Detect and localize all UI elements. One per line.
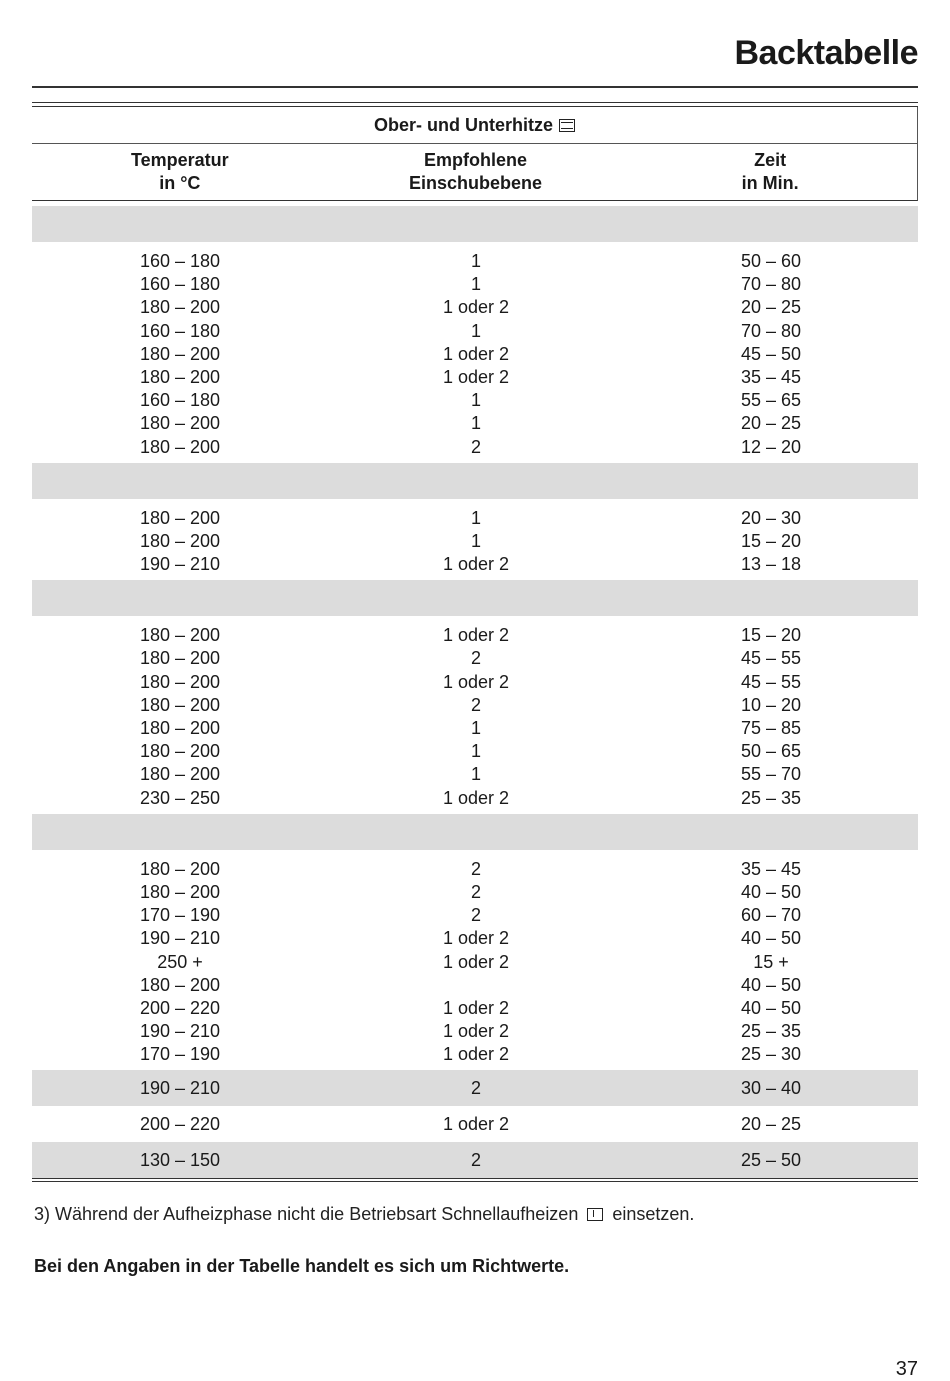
header-time-line2: in Min. xyxy=(741,173,799,193)
table-cell: 180 – 200 xyxy=(139,413,221,434)
header-shelf-line2: Einschubebene xyxy=(408,173,543,193)
table-cell: 10 – 20 xyxy=(740,694,802,715)
table-row xyxy=(32,1020,918,1043)
table-cell: 75 – 85 xyxy=(740,718,802,738)
table-cell: 180 – 200 xyxy=(139,881,221,902)
table-cell: 20 – 25 xyxy=(740,413,802,434)
table-row xyxy=(32,740,918,763)
table-row xyxy=(32,1106,918,1142)
section-rows xyxy=(32,242,918,463)
table-cell: 1 oder 2 xyxy=(442,997,510,1018)
table-cell: 180 – 200 xyxy=(139,507,221,528)
table-cell: 200 – 220 xyxy=(139,1113,221,1134)
table-cell: 2 xyxy=(470,881,481,902)
table-cell: 70 – 80 xyxy=(740,320,802,341)
table-row xyxy=(32,717,918,740)
footnote-text-suffix: einsetzen. xyxy=(612,1204,695,1224)
table-cell: 55 – 65 xyxy=(740,390,802,411)
table-cell: 1 xyxy=(470,413,481,434)
table-cell: 45 – 55 xyxy=(740,648,802,669)
footnote xyxy=(34,1204,694,1225)
table-cell: 35 – 45 xyxy=(740,858,802,879)
table-cell: 1 oder 2 xyxy=(442,1021,510,1042)
section-header-bar xyxy=(32,580,918,616)
table-cell: 25 – 35 xyxy=(740,1021,802,1042)
table-caption xyxy=(32,107,918,144)
table-cell: 15 – 20 xyxy=(740,625,802,646)
table-cell: 170 – 190 xyxy=(139,905,221,926)
table-cell: 1 oder 2 xyxy=(442,1113,510,1134)
title-rule xyxy=(32,86,918,88)
table-cell: 180 – 200 xyxy=(139,625,221,646)
table-cell: 230 – 250 xyxy=(139,787,221,808)
table-cell: 180 – 200 xyxy=(139,297,221,318)
table-cell: 1 oder 2 xyxy=(442,1044,510,1065)
footnote-text-prefix: 3) Während der Aufheizphase nicht die Betriebsart Schnellaufheizen xyxy=(34,1204,579,1224)
table-cell: 1 xyxy=(470,390,481,411)
table-row xyxy=(32,1043,918,1066)
table-cell: 50 – 65 xyxy=(740,741,802,762)
table-row xyxy=(32,250,918,273)
section-rows xyxy=(32,499,918,581)
table-row xyxy=(32,904,918,927)
table-row xyxy=(32,997,918,1020)
table-row xyxy=(32,694,918,717)
table-cell: 1 xyxy=(470,274,481,295)
table-cell: 55 – 70 xyxy=(740,764,802,785)
table-row xyxy=(32,366,918,389)
baking-table xyxy=(32,102,918,1182)
table-cell: 2 xyxy=(470,1077,481,1098)
table-cell: 2 xyxy=(470,1149,481,1170)
table-cell: 50 – 60 xyxy=(740,251,802,271)
table-cell: 70 – 80 xyxy=(740,274,802,295)
header-shelf-level xyxy=(328,144,624,200)
table-row xyxy=(32,974,918,997)
table-cell: 15 – 20 xyxy=(740,530,802,551)
table-row xyxy=(32,1142,918,1178)
table-row xyxy=(32,320,918,343)
table-cell: 180 – 200 xyxy=(139,343,221,364)
table-cell: 20 – 25 xyxy=(740,1113,802,1134)
table-cell: 190 – 210 xyxy=(139,1021,221,1042)
table-cell: 2 xyxy=(470,858,481,879)
section-rows xyxy=(32,616,918,814)
table-row xyxy=(32,624,918,647)
header-shelf-line1: Empfohlene xyxy=(424,150,528,170)
table-cell: 1 oder 2 xyxy=(442,343,510,364)
table-cell: 180 – 200 xyxy=(139,974,221,995)
table-row xyxy=(32,927,918,950)
table-cell: 1 oder 2 xyxy=(442,951,510,972)
table-row xyxy=(32,412,918,435)
table-cell: 30 – 40 xyxy=(740,1077,802,1098)
table-cell: 180 – 200 xyxy=(139,858,221,879)
section-header-bar xyxy=(32,814,918,850)
table-cell: 160 – 180 xyxy=(139,390,221,411)
table-row xyxy=(32,273,918,296)
table-cell: 60 – 70 xyxy=(740,905,802,926)
header-time-line1: Zeit xyxy=(754,150,787,170)
table-cell: 25 – 35 xyxy=(740,787,802,808)
table-cell: 1 oder 2 xyxy=(442,366,510,387)
table-cell: 160 – 180 xyxy=(139,251,221,271)
table-cell: 1 oder 2 xyxy=(442,297,510,318)
table-cell: 250 + xyxy=(157,951,203,972)
table-cell: 1 xyxy=(470,530,481,551)
table-cell xyxy=(328,974,624,997)
table-cell: 2 xyxy=(470,694,481,715)
table-cell: 25 – 30 xyxy=(740,1044,802,1065)
table-cell: 200 – 220 xyxy=(139,997,221,1018)
page-title: Backtabelle xyxy=(734,34,918,72)
section-rows xyxy=(32,850,918,1071)
table-cell: 180 – 200 xyxy=(139,436,221,457)
page-number: 37 xyxy=(895,1358,918,1380)
table-cell: 1 oder 2 xyxy=(442,625,510,646)
table-cell: 2 xyxy=(470,648,481,669)
table-cell: 40 – 50 xyxy=(740,881,802,902)
table-cell: 45 – 50 xyxy=(740,343,802,364)
guideline-note: Bei den Angaben in der Tabelle handelt es sich um Richtwerte. xyxy=(34,1256,570,1276)
table-cell: 40 – 50 xyxy=(740,928,802,949)
table-cell: 190 – 210 xyxy=(139,554,221,575)
header-temperature-line1: Temperatur xyxy=(130,150,229,170)
table-cell: 45 – 55 xyxy=(740,671,802,692)
header-temperature-line2: in °C xyxy=(159,173,201,193)
table-row xyxy=(32,787,918,810)
header-temperature xyxy=(32,144,328,200)
table-cell: 1 xyxy=(470,764,481,785)
table-bottom-rules xyxy=(32,1178,918,1182)
table-cell: 1 xyxy=(470,507,481,528)
table-cell: 190 – 210 xyxy=(139,1077,221,1098)
table-cell: 13 – 18 xyxy=(740,554,802,575)
table-cell: 160 – 180 xyxy=(139,320,221,341)
table-cell: 180 – 200 xyxy=(139,694,221,715)
table-cell: 40 – 50 xyxy=(740,974,802,995)
table-cell: 180 – 200 xyxy=(139,366,221,387)
table-cell: 1 oder 2 xyxy=(442,671,510,692)
table-row xyxy=(32,881,918,904)
table-row xyxy=(32,436,918,459)
table-row xyxy=(32,671,918,694)
table-cell: 1 xyxy=(470,320,481,341)
table-cell: 1 xyxy=(470,251,481,271)
table-cell: 1 xyxy=(470,718,481,738)
table-cell: 20 – 30 xyxy=(740,507,802,528)
table-cell: 35 – 45 xyxy=(740,366,802,387)
table-row xyxy=(32,763,918,786)
table-cell: 190 – 210 xyxy=(139,928,221,949)
section-header-bar xyxy=(32,206,918,242)
table-cell: 1 oder 2 xyxy=(442,554,510,575)
table-cell: 20 – 25 xyxy=(740,297,802,318)
table-cell: 180 – 200 xyxy=(139,671,221,692)
table-cell: 180 – 200 xyxy=(139,741,221,762)
table-cell: 170 – 190 xyxy=(139,1044,221,1065)
table-header xyxy=(32,144,918,201)
table-row xyxy=(32,858,918,881)
table-cell: 180 – 200 xyxy=(139,764,221,785)
section-header-bar xyxy=(32,463,918,499)
table-cell: 1 oder 2 xyxy=(442,928,510,949)
table-row xyxy=(32,951,918,974)
table-row xyxy=(32,507,918,530)
table-cell: 180 – 200 xyxy=(139,648,221,669)
table-cell: 15 + xyxy=(753,951,789,972)
table-caption-text: Ober- und Unterhitze xyxy=(374,114,553,135)
table-cell: 180 – 200 xyxy=(139,718,221,738)
oven-top-bottom-heat-icon xyxy=(559,119,575,132)
table-row xyxy=(32,647,918,670)
rapid-heat-icon xyxy=(587,1208,603,1221)
table-body xyxy=(32,206,918,1178)
table-row xyxy=(32,553,918,576)
table-row xyxy=(32,343,918,366)
table-cell: 1 oder 2 xyxy=(442,787,510,808)
table-cell: 12 – 20 xyxy=(740,436,802,457)
table-cell: 25 – 50 xyxy=(740,1149,802,1170)
table-row xyxy=(32,389,918,412)
table-cell: 160 – 180 xyxy=(139,274,221,295)
table-row xyxy=(32,1070,918,1106)
table-cell: 180 – 200 xyxy=(139,530,221,551)
table-row xyxy=(32,530,918,553)
header-time xyxy=(623,144,917,200)
table-cell: 2 xyxy=(470,905,481,926)
table-row xyxy=(32,296,918,319)
table-cell: 2 xyxy=(470,436,481,457)
table-cell: 130 – 150 xyxy=(139,1149,221,1170)
table-cell: 40 – 50 xyxy=(740,997,802,1018)
table-cell: 1 xyxy=(470,741,481,762)
